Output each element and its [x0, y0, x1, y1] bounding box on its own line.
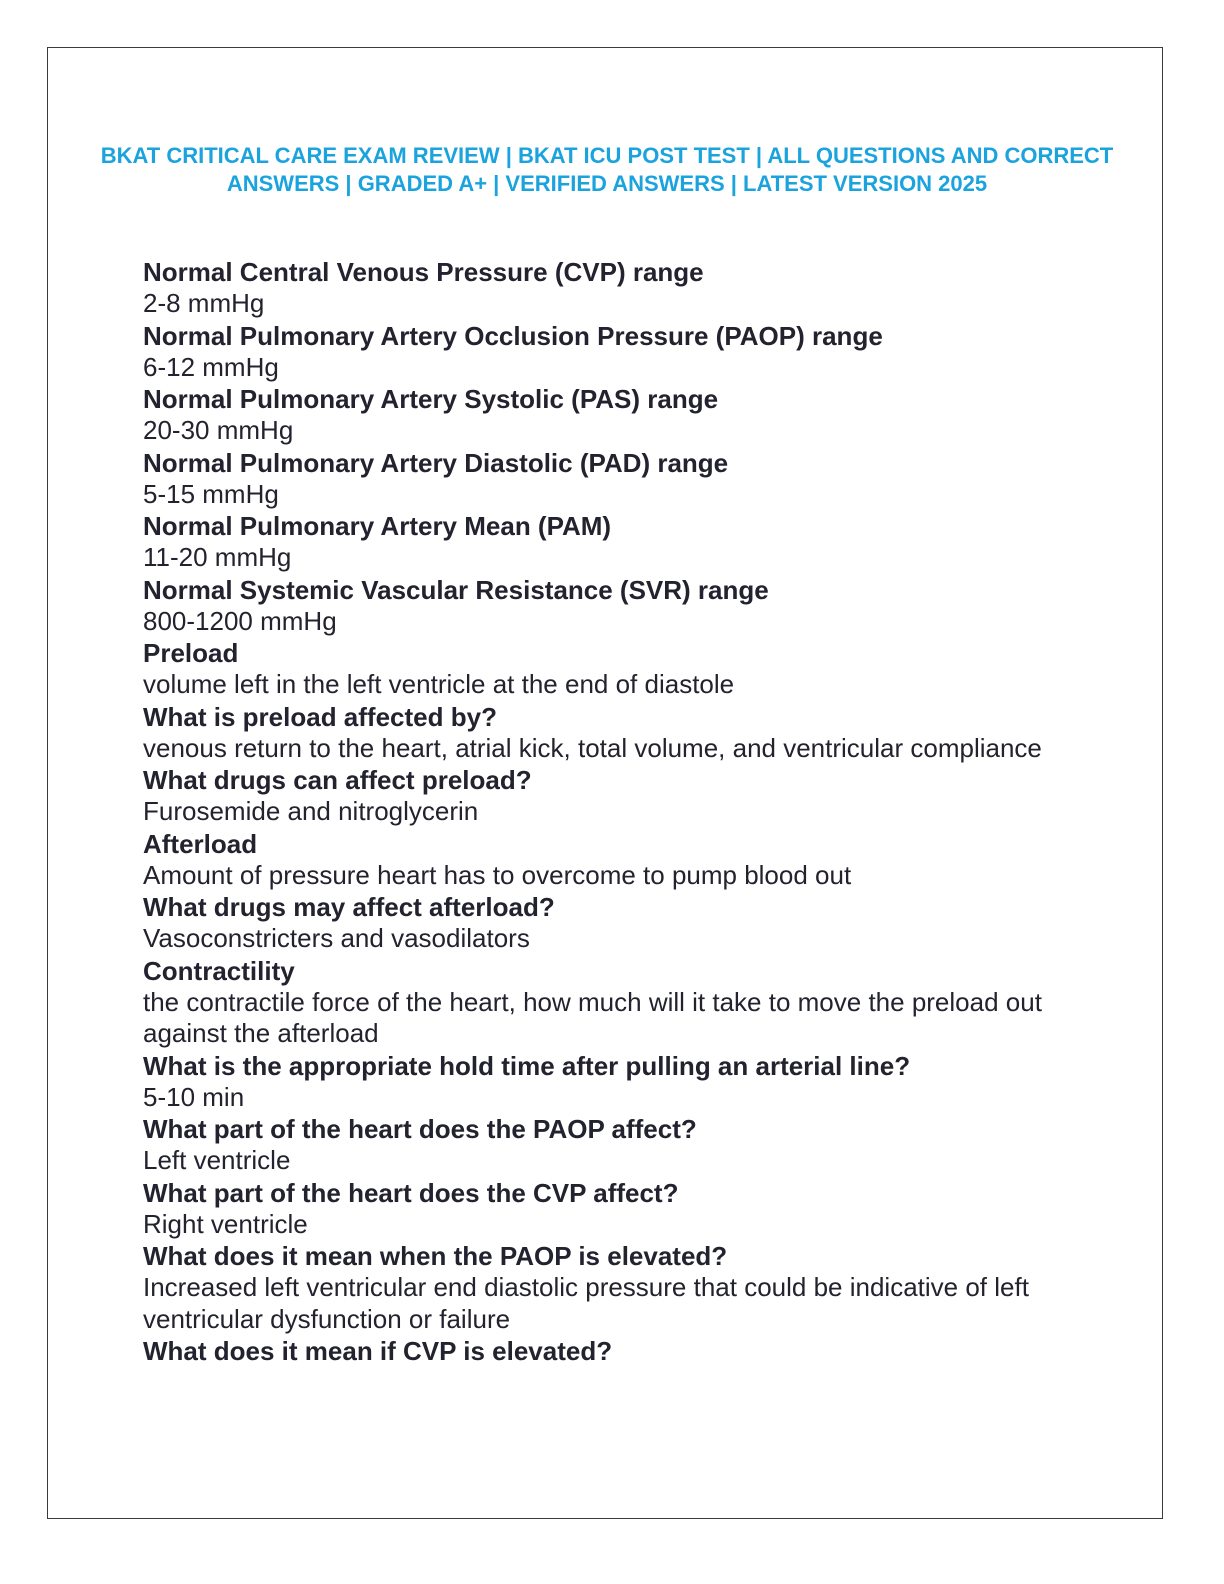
question: Afterload [143, 828, 258, 859]
answer: Right ventricle [143, 1208, 308, 1239]
question: What part of the heart does the PAOP affect? [143, 1114, 697, 1144]
question: What is the appropriate hold time after pulling an arterial line? [143, 1050, 911, 1081]
qa-item [143, 701, 1088, 765]
qa-item [143, 1113, 1088, 1177]
qa-item [143, 637, 1088, 701]
qa-item [143, 764, 1088, 828]
qa-item [143, 955, 1088, 1050]
qa-list [143, 256, 1088, 1367]
answer: the contractile force of the heart, how much will it take to move the preload out against the afterload [143, 986, 1042, 1048]
qa-item [143, 891, 1088, 955]
answer: venous return to the heart, atrial kick, total volume, and ventricular compliance [143, 732, 1042, 763]
question: Preload [143, 638, 239, 668]
question: Normal Pulmonary Artery Occlusion Pressure (PAOP) range [143, 320, 883, 351]
answer: volume left in the left ventricle at the end of diastole [143, 669, 735, 699]
qa-item [143, 1240, 1088, 1335]
answer: 6-12 mmHg [143, 351, 279, 382]
answer: Vasoconstricters and vasodilators [143, 923, 530, 953]
answer: 11-20 mmHg [143, 542, 292, 572]
answer: Increased left ventricular end diastolic pressure that could be indicative of left ventricular dysfunction or failure [143, 1272, 1029, 1334]
question: What drugs may affect afterload? [143, 892, 555, 922]
answer: 5-15 mmHg [143, 478, 279, 509]
question: What drugs can affect preload? [143, 765, 532, 795]
question: Normal Pulmonary Artery Diastolic (PAD) range [143, 447, 729, 478]
answer: 800-1200 mmHg [143, 605, 337, 636]
question: What does it mean when the PAOP is elevated? [143, 1241, 728, 1271]
qa-item [143, 1335, 1088, 1367]
answer: Left ventricle [143, 1145, 291, 1175]
question: What does it mean if CVP is elevated? [143, 1336, 613, 1366]
qa-item [143, 447, 1088, 511]
document-title: BKAT CRITICAL CARE EXAM REVIEW | BKAT ICU POST TEST | ALL QUESTIONS AND CORRECT ANSWERS | GRADED A+ | VERIFIED ANSWERS | LATEST VERSION 2025 [100, 143, 1114, 196]
qa-item [143, 256, 1088, 320]
question: What part of the heart does the CVP affect? [143, 1177, 679, 1208]
question: What is preload affected by? [143, 701, 497, 732]
qa-item [143, 320, 1088, 384]
question: Normal Central Venous Pressure (CVP) range [143, 257, 704, 287]
qa-item [143, 383, 1088, 447]
qa-item [143, 574, 1088, 638]
question: Normal Pulmonary Artery Systolic (PAS) range [143, 384, 719, 414]
question: Normal Systemic Vascular Resistance (SVR) range [143, 574, 769, 605]
qa-item [143, 1050, 1088, 1114]
qa-item [143, 1177, 1088, 1241]
answer: 2-8 mmHg [143, 288, 265, 318]
answer: Furosemide and nitroglycerin [143, 796, 479, 826]
answer: 5-10 min [143, 1081, 245, 1112]
question: Contractility [143, 955, 295, 986]
answer: 20-30 mmHg [143, 415, 294, 445]
qa-item [143, 510, 1088, 574]
qa-item [143, 828, 1088, 892]
question: Normal Pulmonary Artery Mean (PAM) [143, 511, 612, 541]
answer: Amount of pressure heart has to overcome to pump blood out [143, 859, 852, 890]
